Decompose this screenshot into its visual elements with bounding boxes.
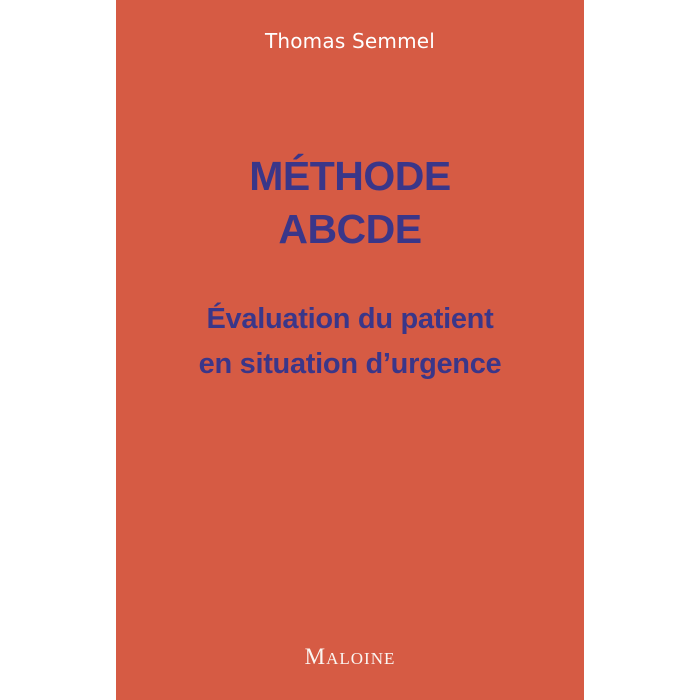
publisher-logo-initial: M (304, 644, 327, 669)
title-line-1: MÉTHODE (249, 153, 451, 199)
publisher-logo (116, 645, 584, 668)
book-subtitle (116, 297, 584, 387)
publisher-logo-rest: ALOINE (326, 649, 396, 668)
title-line-2: ABCDE (278, 206, 422, 252)
subtitle-line-1: Évaluation du patient (206, 303, 494, 335)
subtitle-line-2: en situation d’urgence (198, 348, 502, 380)
author-name: Thomas Semmel (264, 29, 436, 53)
book-title (116, 150, 584, 256)
book-cover (116, 0, 584, 700)
